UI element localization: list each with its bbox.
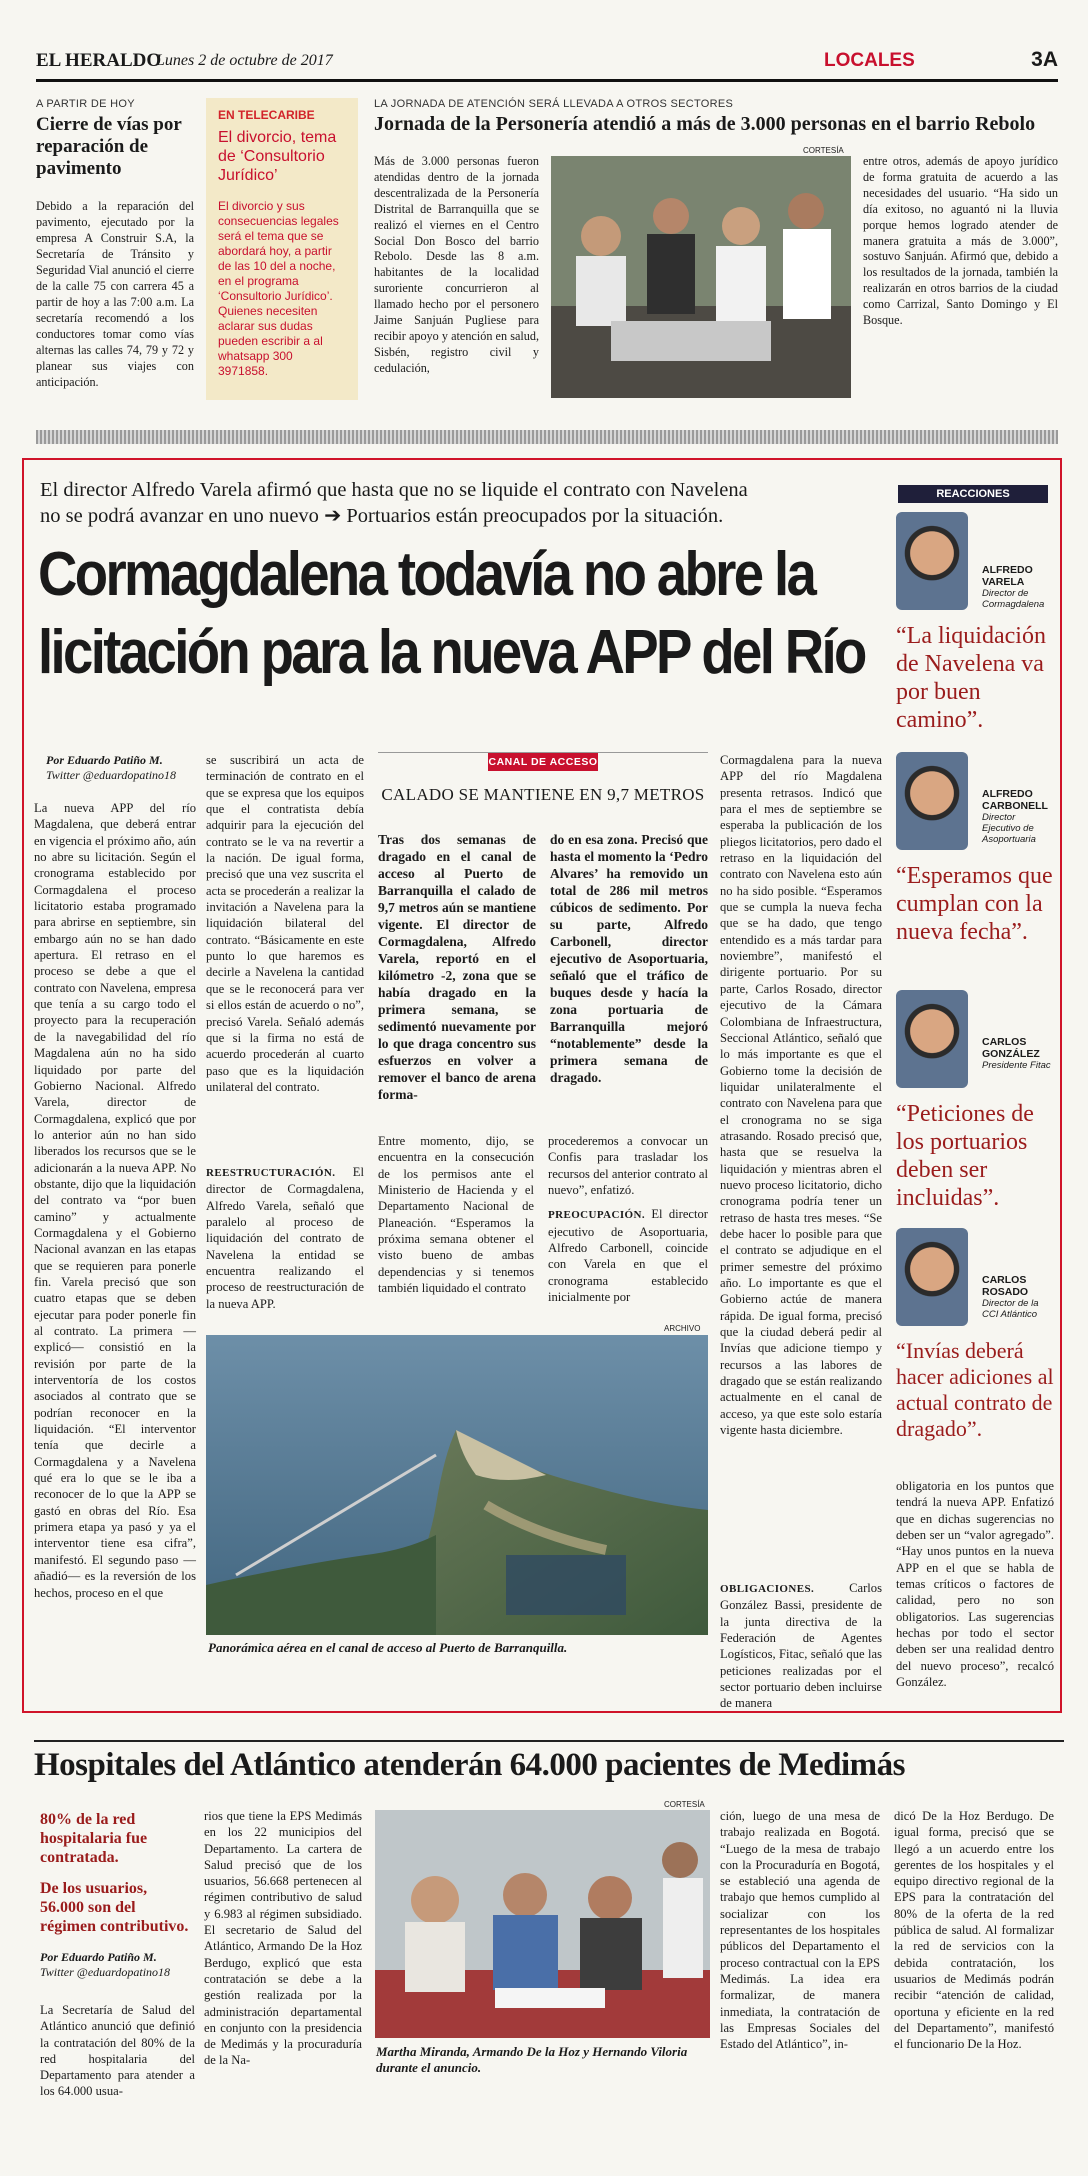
hospitals-sub-1: 80% de la red hospitalaria fue contratada. <box>40 1811 148 1866</box>
telecaribe-title: El divorcio, tema de ‘Consultorio Jurídico’ <box>218 129 337 184</box>
main-col5: Cormagdalena para la nueva APP del río Magdalena presenta retrasos. Indicó que para el mes de septiembre se esperaba la publicación de los pliegos licitatorios, pero dado el retraso en la liquidación del contrato con Navelena esto aún no ha sido posible. “Esperamos que se cumpla la nueva fecha que se ha dado, que tengo entendido es a más tardar para noviembre”, manifestó el dirigente portuario. Por su parte, Carlos Rosado, director ejecutivo de la Cámara Colombiana de Infraestructura, Seccional Atlántico, señaló que lo más importante es que el Gobierno tome la decisión de liquidar unilateralmente el contrato con Navelena para que el cronograma no se siga atrasando. Rosado precisó que, hasta que se resuelva la liquidación y mientras abren el nuevo proceso licitatorio, dicho cronograma podría tener un retraso de hasta tres meses. “Se debe hacer lo posible para que el contrato se adjudique en el primer semestre del próximo año. Lo importante es que el Gobierno actúe de manera rápida. De igual forma, precisó que la ciudad deberá pedir al Invías que adicione tiempo y recursos a las labores de dragado que se están realizando actualmente en el canal de acceso, ya que este solo estaría vigente hasta diciembre. <box>720 753 882 1438</box>
telecaribe-body: El divorcio y sus consecuencias legales será el tema que se abordará hoy, a partir de las 10 del a noche, en el programa ‘Consultorio Jurídico’. Quienes necesiten aclarar sus dudas pueden escribir a al whatsapp 300 3971858. <box>218 199 339 378</box>
hospitals-subs <box>40 1810 190 1980</box>
section-name: LOCALES <box>824 50 915 71</box>
brief-kicker: A PARTIR DE HOY <box>36 98 135 110</box>
divider-stripe <box>36 430 1058 444</box>
aerial-credit: ARCHIVO <box>664 1324 701 1333</box>
main-col5b: OBLIGACIONES. Carlos González Bassi, presidente de la junta directiva de la Federación de Agentes Logísticos, Fitac, señaló que las peticiones realizadas por el sector portuario deben incluirse de manera <box>720 1581 882 1711</box>
portrait-photo-icon <box>896 1228 968 1326</box>
hospitals-col4: dicó De la Hoz Berdugo. De igual forma, precisó que se llegó a un acuerdo entre los gerentes de los hospitales y el equipo directivo regional de la EPS para la contratación del 80% de la oferta de la red pública de salud. Al formalizar la red de servicios con la debida contratación, los usuarios de Medimás podrán recibir “atención de calidad, oportuna y eficiente en la red del Departamento”, manifestó el funcionario De la Hoz. <box>894 1809 1054 2052</box>
personeria-title: Jornada de la Personería atendió a más de 3.000 personas en el barrio Rebolo <box>374 113 1036 135</box>
deck-line-1: El director Alfredo Varela afirmó que hasta que no se liquide el contrato con Navelena <box>40 479 748 501</box>
hospitals-col2: rios que tiene la EPS Medimás en los 22 municipios del Departamento. La cartera de Salud precisó que de los usuarios, 56.668 pertenecen al régimen contributivo de salud y 6.983 al régimen subsidiado. El secretario de Salud del Atlántico, Armando De la Hoz Berdugo, explicó que esta contratación se debe a la gestión realizada por la administración departamental en conjunto con la presidencia de Medimás y la procuraduría de la Na- <box>204 1809 362 2068</box>
aerial-caption: Panorámica aérea en el canal de acceso al Puerto de Barranquilla. <box>208 1640 568 1655</box>
main-headline-line-1: Cormagdalena todavía no abre la <box>38 540 815 609</box>
telecaribe-label: EN TELECARIBE <box>218 108 315 122</box>
portrait-photo-icon <box>896 512 968 610</box>
main-byline-block <box>46 753 186 783</box>
personeria-col1: Más de 3.000 personas fueron atendidas dentro de la jornada descentralizada de la Personería Distrital de Barranquilla que se realizó el viernes en el Centro Social Don Bosco del barrio Rebolo. Desde las 8 a.m. habitantes de la localidad suroriente concurrieron al llamado hecho por el personero Jaime Sanjuán Pugliese para recibir apoyo y atención en salud, Sisbén, registro civil y cedulación, <box>374 154 539 375</box>
hospitals-byline: Por Eduardo Patiño M. <box>40 1950 157 1964</box>
main-col2b: REESTRUCTURACIÓN. El director de Cormagdalena, Alfredo Varela, señaló que paralelo al proceso de liquidación del contrato de Navelena la entidad se encuentra realizando el proceso de reestructuración de la nueva APP. <box>206 1165 364 1311</box>
meeting-photo-icon <box>375 1810 710 2038</box>
aerial-photo <box>206 1335 708 1635</box>
hospitals-sub-2: De los usuarios, 56.000 son del régimen contributivo. <box>40 1880 189 1935</box>
personeria-col2: entre otros, además de apoyo jurídico de forma gratuita de acuerdo a las necesidades del usuario. “Ha sido un día exitoso, no aguantó ni la lluvia porque hemos logrado atender de manera gratuita a más de 3.000”, sostuvo Sanjuán. Afirmó que, debido a los resultados de la jornada, también la realizarán en otros barrios de la ciudad como Carrizal, Santo Domingo y El Bosque. <box>863 154 1058 328</box>
reaction-3: CARLOS GONZÁLEZ Presidente Fitac “Peticiones de los portuarios deben ser incluidas”. <box>896 990 1054 1212</box>
main-col2: se suscribirá un acta de terminación de contrato en el que se expresa que los equipos que el contratista debía adquirir para la ejecución del contrato se le va na revertir a la nación. De igual forma, precisó que una vez suscrita el acta se procederán a realizar la invitación a Navelena para la liquidación bilateral del contrato. “Básicamente en este punto lo que haremos es decirle a Navelena la cantidad que se le reconocerá para ver si ellos están de acuerdo o no”, precisó Varela. Señaló además que si la firma no está de acuerdo procederán al cuarto paso que es la liquidación unilateral del contrato. <box>206 753 364 1094</box>
newspaper-name: EL HERALDO <box>36 50 162 71</box>
reaction-1: ALFREDO VARELA Director de Cormagdalena “La liquidación de Navelena va por buen camino”. <box>896 512 1054 734</box>
box-title: CALADO SE MANTIENE EN 9,7 METROS <box>381 785 705 804</box>
telecaribe-box <box>206 98 358 400</box>
issue-date: Lunes 2 de octubre de 2017 <box>156 52 333 69</box>
reaction-quote: “Esperamos que cumplan con la nueva fecha”. <box>896 863 1053 945</box>
brief-body: Debido a la reparación del pavimento, ejecutado por la empresa A Construir S.A, la Secretaría de Tránsito y Seguridad Vial anunció el cierre de la calle 75 con carrera 45 a partir de hoy a las 7:00 a.m. La secretaría recomendó a los conductores tomar como vías alternas las calles 74, 79 y 72 y planear sus viajes con anticipación. <box>36 199 194 389</box>
hospitals-twitter: Twitter @eduardopatino18 <box>40 1965 171 1979</box>
brief-road-closure <box>36 98 194 390</box>
deck-line-2: no se podrá avanzar en uno nuevo ➔ Portuarios están preocupados por la situación. <box>40 505 724 527</box>
box-col1: Tras dos semanas de dragado en el canal de acceso al Puerto de Barranquilla el calado de 9,7 metros aún se mantiene vigente. El director de Cormagdalena, Alfredo Varela, reportó en el kilómetro -2, zona que se había dragado en la primera semana, se sedimentó nuevamente por lo que draga concentro sus esfuerzos en volver a remover el banco de arena forma- <box>378 832 536 1102</box>
portrait-photo-icon <box>896 752 968 850</box>
sidebar-box <box>378 752 708 1142</box>
page-header <box>36 48 1058 82</box>
page-number: 3A <box>1031 48 1058 71</box>
main-twitter: Twitter @eduardopatino18 <box>46 768 177 782</box>
hospitals-title: Hospitales del Atlántico atenderán 64.000 pacientes de Medimás <box>34 1740 1064 1784</box>
arrow-icon: ➔ <box>324 505 342 527</box>
hospitals-col1: La Secretaría de Salud del Atlántico anunció que definió la contratación del 80% de la red hospitalaria del Departamento para atender a los 64.000 usua- <box>40 2003 195 2099</box>
portrait-photo-icon <box>896 990 968 1088</box>
hospitals-photo <box>375 1810 710 2038</box>
hospitals-caption: Martha Miranda, Armando De la Hoz y Hernando Viloria durante el anuncio. <box>376 2044 688 2075</box>
box-col2: do en esa zona. Precisó que hasta el momento la ‘Pedro Alvares’ ha removido un total de 286 mil metros cúbicos de sedimento. Por su parte, Alfredo Carbonell, director ejecutivo de Asoportuaria, señaló que el tráfico de buques desde y hacía la zona portuaria de Barranquilla mejoró “notablemente” desde la primera semana de dragado. <box>550 832 708 1085</box>
reaction-4: CARLOS ROSADO Director de la CCI Atlántico “Invías deberá hacer adiciones al actual contrato de dragado”. <box>896 1228 1054 1442</box>
personeria-photo <box>551 156 851 398</box>
personeria-story <box>374 98 1058 135</box>
main-col4b: procederemos a convocar un Confis para trasladar los recursos del anterior contrato al nuevo”, enfatizó. PREOCUPACIÓN. El director ejecutivo de Asoportuaria, Alfredo Carbonell, coincide con Varela en que el cronograma establecido inicialmente por <box>548 1134 708 1305</box>
reaction-2: ALFREDO CARBONELL Director Ejecutivo de Asoportuaria “Esperamos que cumplan con la nueva fecha”. <box>896 752 1054 946</box>
aerial-river-photo-icon <box>206 1335 708 1635</box>
brief-title: Cierre de vías por reparación de pavimento <box>36 114 182 179</box>
main-headline-line-2: licitación para la nueva APP del Río <box>38 618 865 687</box>
hospitals-credit: CORTESÍA <box>664 1800 705 1809</box>
reaction-quote: “Peticiones de los portuarios deben ser incluidas”. <box>896 1101 1034 1211</box>
box-label: CANAL DE ACCESO <box>488 753 598 771</box>
main-col1: La nueva APP del río Magdalena, que deberá entrar en vigencia el próximo año, aún no abre su licitación. Según el cronograma establecido por Cormagdalena el proceso licitatorio estaba programado para abrirse en septiembre, sin embargo aún no se han dado apertura. El retraso en el proceso se debe a que el contrato con Navelena, empresa que tenía a su cargo todo el proyecto para la recuperación de la navegabilidad del río Magdalena aún no ha sido liquidado por parte del Gobierno Nacional. Alfredo Varela, director de Cormagdalena, explicó que por lo anterior aún no han sido liberados los recursos que se le adicionarán a la nueva APP. No obstante, dijo que la liquidación del contrato va “por buen camino” y actualmente Cormagdalena y el Gobierno Nacional avanzan en las etapas que se requieren para ponerle fin. Varela precisó que son cuatro etapas que se deben ejecutar para poder ponerle fin al contrato. La primera —explicó— consistió en la revisión por parte de la interventoría de los costos asociados al contrato que se podrían reconocer en la liquidación. “El interventor tenía que decirle a Cormagdalena y a Navelena qué era lo que se le iba a reconocer de lo que la APP se gastó en obras del Río. Esa primera etapa ya pasó y ya el interventor tiene esa cifra”, manifestó. El segundo paso —añadió— es la reversión de los hechos, proceso en el que <box>34 801 196 1600</box>
main-col3b: Entre momento, dijo, se encuentra en la consecución de los permisos ante el Ministerio de Hacienda y el Departamento Nacional de Planeación. “Esperamos la próxima semana obtener el visto bueno de ambas dependencias y si tenemos también liquidado el contrato <box>378 1134 534 1296</box>
main-col6: obligatoria en los puntos que tendrá la nueva APP. Enfatizó que en dichas sugerencias no deben ser un “valor agregado”. “Hay unos puntos en la nueva APP en el que se habla de temas críticos o factores de calidad, pero no son obligatorios. Las sugerencias hechas por todo el sector deben ser una realidad dentro del nuevo proceso”, recalcó González. <box>896 1479 1054 1690</box>
personeria-credit: CORTESÍA <box>803 146 844 155</box>
personeria-kicker: LA JORNADA DE ATENCIÓN SERÁ LLEVADA A OTROS SECTORES <box>374 98 734 110</box>
crowd-photo-icon <box>551 156 851 398</box>
main-deck <box>40 477 900 529</box>
reaction-quote: “Invías deberá hacer adiciones al actual contrato de dragado”. <box>896 1338 1054 1441</box>
main-byline: Por Eduardo Patiño M. <box>46 753 163 767</box>
hospitals-col3: ción, luego de una mesa de trabajo realizada en Bogotá. “Luego de la mesa de trabajo con la Procuraduría en Bogotá, se estableció una agenda de trabajo que hemos cumplido al socializar con los representantes de los hospitales públicos del Departamento el proceso contractual con la EPS Medimás. La idea era formalizar, de manera inmediata, la contratación de las Empresas Sociales del Estado del Atlántico”, in- <box>720 1809 880 2052</box>
reactions-label: REACCIONES <box>898 485 1048 503</box>
reaction-quote: “La liquidación de Navelena va por buen camino”. <box>896 623 1046 733</box>
